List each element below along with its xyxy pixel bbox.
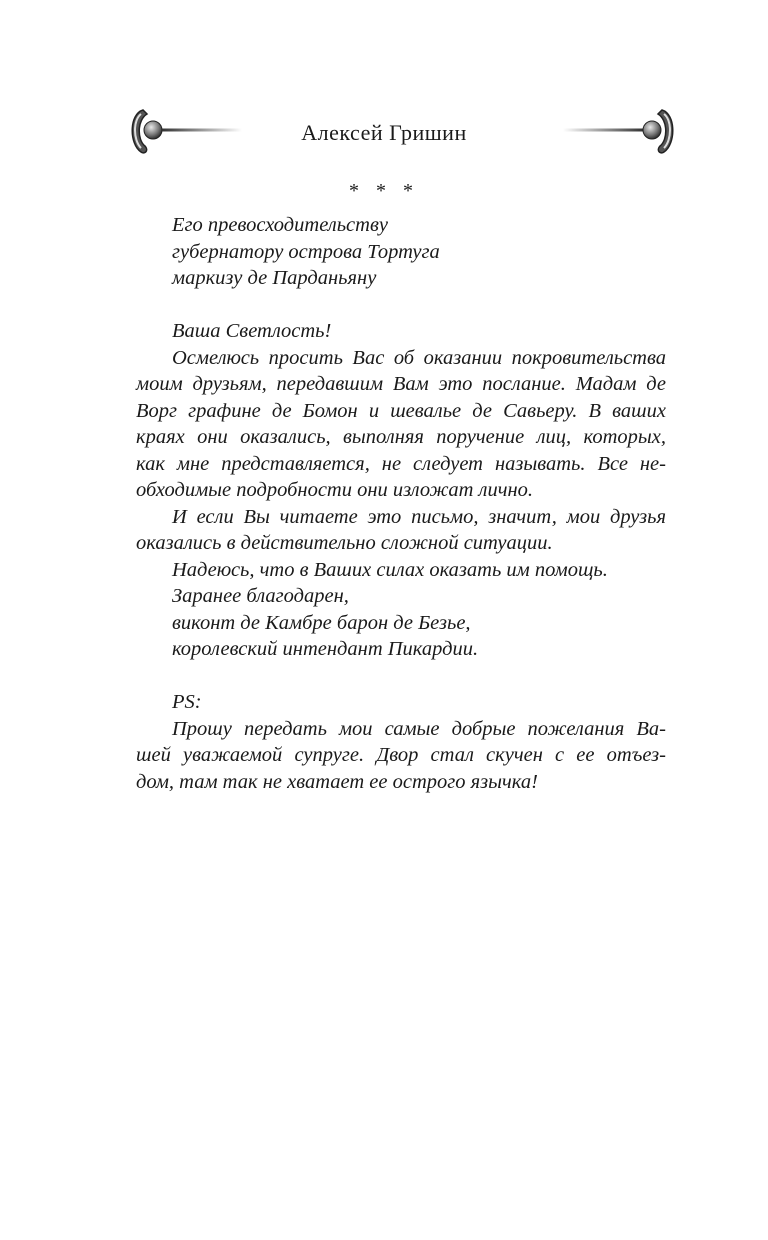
paragraph-line: моим друзьям, передавшим Вам это послание. Мадам де [136,373,666,395]
signature-line: виконт де Камбре барон де Безье, [172,611,471,634]
letter-text [136,212,666,795]
section-separator: * * * [349,180,419,202]
paragraph-line: И если Вы читаете это письмо, значит, мои друзья [172,505,666,528]
book-author: Алексей Гришин [301,120,467,145]
paragraph-line: краях они оказались, выполняя поручение лиц, которых, [136,426,666,448]
signature-line: королевский интендант Пикардии. [172,638,479,660]
paragraph-line: Осмелюсь просить Вас об оказании покровительства [172,346,666,369]
ornament-right-icon [560,100,680,160]
address-line: губернатору острова Тортуга [172,240,440,263]
signature-line: Заранее благодарен, [172,585,349,607]
running-header [0,100,768,170]
address-line: Его превосходительству [172,214,388,236]
paragraph-line: как мне представляется, не следует называть. Все не- [136,452,666,475]
paragraph-line: Ворг графине де Бомон и шевалье де Савьеру. В ваших [136,399,666,422]
postscript-line: Прошу передать мои самые добрые пожелания Ва- [172,717,666,740]
postscript-label: PS: [172,691,202,713]
paragraph-line: обходимые подробности они изложат лично. [136,479,534,501]
paragraph-line: Надеюсь, что в Ваших силах оказать им помощь. [172,558,608,581]
postscript-line: дом, там так не хватает ее острого язычка! [136,770,538,793]
paragraph-line: оказались в действительно сложной ситуации. [136,532,553,554]
address-line: маркизу де Парданьяну [172,267,377,289]
salutation: Ваша Светлость! [172,320,332,342]
postscript-line: шей уважаемой супруге. Двор стал скучен с ее отъез- [136,744,666,766]
